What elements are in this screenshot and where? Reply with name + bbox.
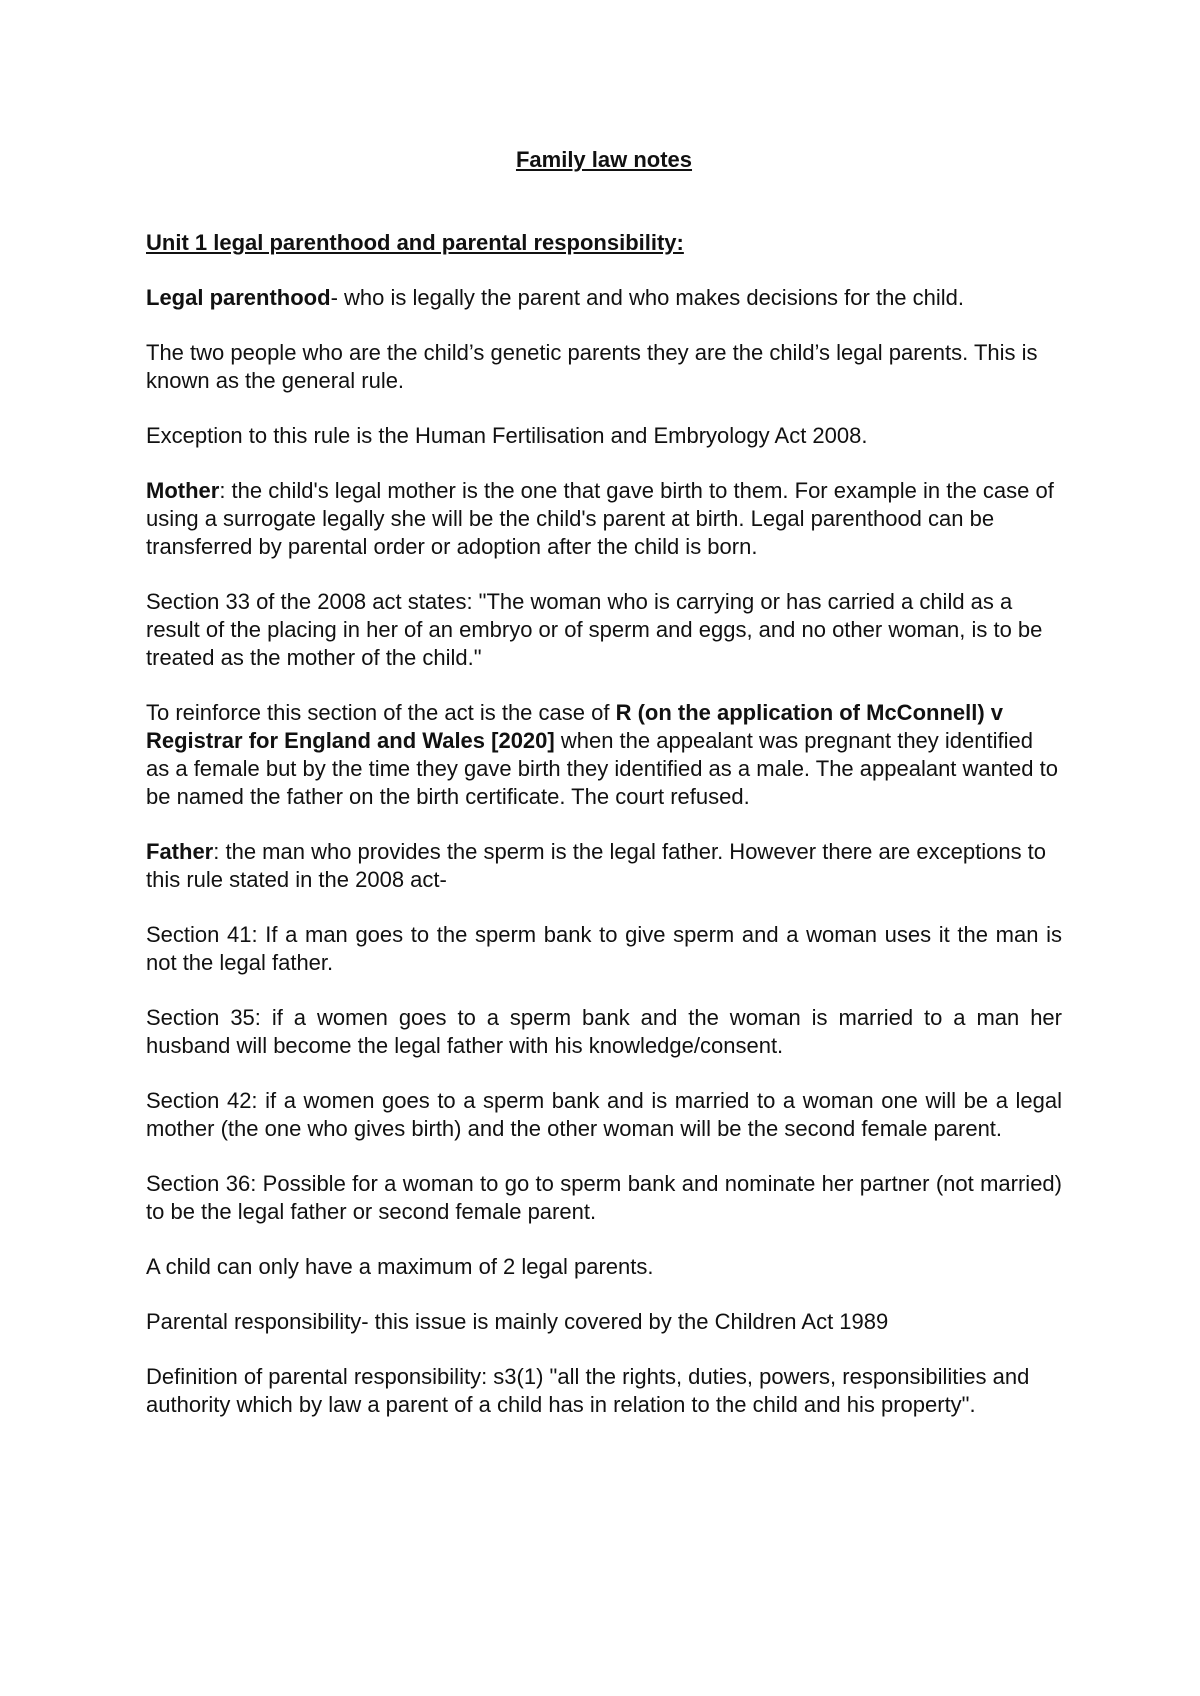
term-legal-parenthood: Legal parenthood: [146, 285, 331, 310]
paragraph-section-35: Section 35: if a women goes to a sperm bank and the woman is married to a man her husband will become the legal father with his knowledge/consent.: [146, 1005, 1062, 1058]
paragraph-exception: Exception to this rule is the Human Fertilisation and Embryology Act 2008.: [146, 423, 868, 448]
paragraph-father: [146, 838, 1062, 894]
document-body: [146, 146, 1062, 1446]
paragraph-general-rule: The two people who are the child’s genetic parents they are the child’s legal parents. This is known as the general rule.: [146, 340, 1038, 393]
case-citation: R (on the application of McConnell) v Registrar for England and Wales [2020]: [146, 700, 1004, 753]
mcconnell-text: when the appealant was pregnant they identified as a female but by the time they gave birth they identified as a male. The appealant wanted to be named the father on the birth certificate. The court refused.: [146, 728, 1058, 809]
father-text: : the man who provides the sperm is the legal father. However there are exceptions to this rule stated in the 2008 act-: [146, 839, 1047, 892]
unit-heading: Unit 1 legal parenthood and parental responsibility:: [146, 230, 684, 255]
paragraph-section-41: Section 41: If a man goes to the sperm bank to give sperm and a woman uses it the man is not the legal father.: [146, 922, 1062, 975]
paragraph-definition: Definition of parental responsibility: s3(1) "all the rights, duties, powers, responsibilities and authority which by law a parent of a child has in relation to the child and his property".: [146, 1364, 1030, 1417]
paragraph-max-parents: A child can only have a maximum of 2 legal parents.: [146, 1254, 654, 1279]
document-title: Family law notes: [515, 147, 693, 172]
paragraph-parental-responsibility: Parental responsibility- this issue is mainly covered by the Children Act 1989: [146, 1309, 889, 1334]
mcconnell-intro: To reinforce this section of the act is the case of: [146, 700, 616, 725]
paragraph-mother: [146, 477, 1062, 561]
legal-parenthood-text: - who is legally the parent and who makes decisions for the child.: [330, 285, 965, 310]
paragraph-mcconnell-case: [146, 699, 1062, 811]
term-mother: Mother: [146, 478, 220, 503]
mother-text: : the child's legal mother is the one that gave birth to them. For example in the case of using a surrogate legally she will be the child's parent at birth. Legal parenthood can be transferred by parental order or adoption after the child is born.: [146, 478, 1054, 559]
paragraph-section-33: Section 33 of the 2008 act states: "The woman who is carrying or has carried a child as a result of the placing in her of an embryo or of sperm and eggs, and no other woman, is to be treated as the mother of the child.": [146, 589, 1043, 670]
paragraph-legal-parenthood: [146, 284, 1062, 312]
term-father: Father: [146, 839, 214, 864]
paragraph-section-42: Section 42: if a women goes to a sperm bank and is married to a woman one will be a legal mother (the one who gives birth) and the other woman will be the second female parent.: [146, 1088, 1062, 1141]
paragraph-section-36: Section 36: Possible for a woman to go to sperm bank and nominate her partner (not married) to be the legal father or second female parent.: [146, 1171, 1062, 1224]
